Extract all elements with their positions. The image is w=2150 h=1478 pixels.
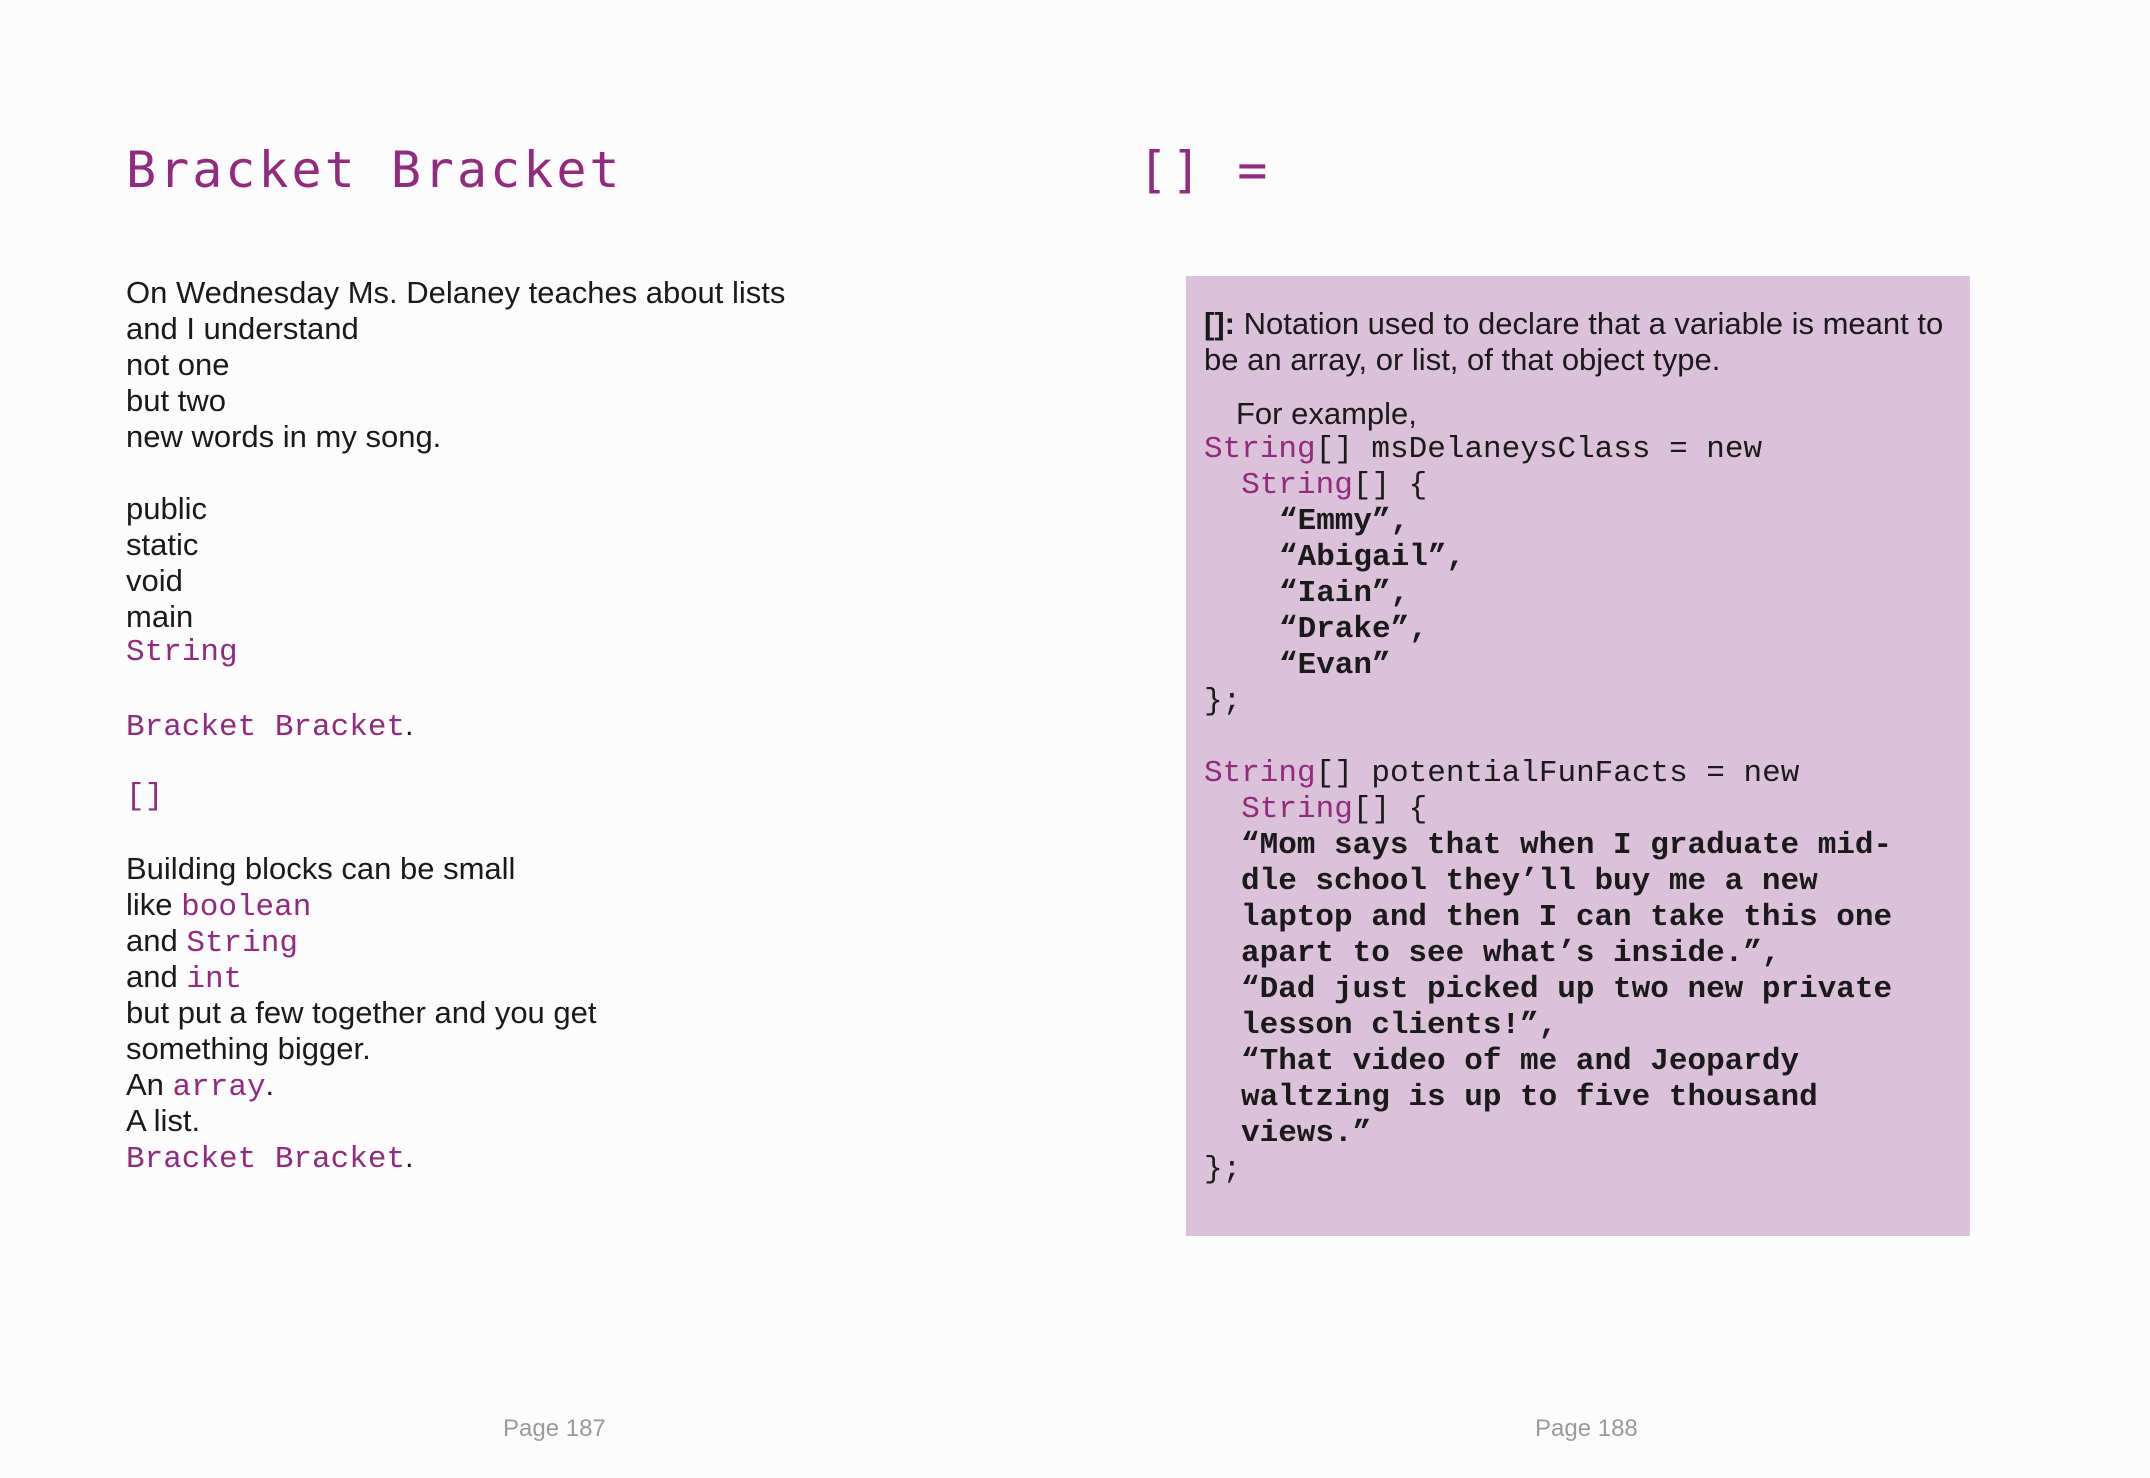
poem-line	[126, 959, 1026, 995]
punctuation: .	[265, 1067, 275, 1102]
code-type: String	[1241, 792, 1353, 827]
definition-box	[1186, 276, 1970, 1236]
poem-body	[126, 275, 1026, 1175]
code-line	[1204, 792, 1964, 828]
code-string: apart to see what’s inside.”,	[1241, 936, 1781, 971]
code-string: views.”	[1241, 1116, 1372, 1151]
poem-code-line: String	[126, 635, 238, 670]
code-type: String	[1241, 468, 1353, 503]
text: like	[126, 887, 182, 922]
poem-line: main	[126, 599, 194, 634]
code-string: “Emmy”,	[1279, 504, 1410, 539]
poem-line: but two	[126, 383, 226, 418]
page-number: Page 187	[503, 1415, 606, 1442]
poem-line: and I understand	[126, 311, 359, 346]
definition	[1204, 306, 1964, 378]
code-string: lesson clients!”,	[1241, 1008, 1558, 1043]
poem-line	[126, 1067, 1026, 1103]
code-word: boolean	[181, 890, 312, 925]
page-title: Bracket Bracket	[126, 141, 623, 199]
code-text: [] {	[1352, 792, 1428, 827]
code-string: “Drake”,	[1279, 612, 1428, 647]
code-string: “Iain”,	[1279, 576, 1410, 611]
page-number: Page 188	[1535, 1415, 1638, 1442]
poem-line: Building blocks can be small	[126, 851, 516, 886]
text: and	[126, 923, 187, 958]
poem-line: but put a few together and you get	[126, 995, 597, 1030]
poem-line: void	[126, 563, 183, 598]
text: An	[126, 1067, 173, 1102]
punctuation: .	[405, 707, 414, 742]
poem-line: something bigger.	[126, 1031, 371, 1066]
code-word: Bracket Bracket	[126, 1142, 406, 1177]
code-text: [] {	[1352, 468, 1428, 503]
code-string: “Dad just picked up two new private	[1241, 972, 1893, 1007]
code-string: “Abigail”,	[1279, 540, 1466, 575]
poem-line	[126, 887, 1026, 923]
poem-line: public	[126, 491, 207, 526]
code-string: laptop and then I can take this one	[1241, 900, 1893, 935]
poem-line	[126, 1139, 1026, 1175]
brackets-symbol: []	[126, 779, 164, 814]
code-type: String	[1204, 432, 1316, 467]
code-block	[1204, 432, 1964, 720]
definition-term: []:	[1204, 306, 1235, 341]
code-word: array	[172, 1070, 266, 1105]
code-line	[1204, 432, 1964, 468]
code-word: Bracket Bracket	[126, 710, 406, 745]
example-intro: For example,	[1236, 396, 1417, 431]
poem-line: static	[126, 527, 199, 562]
code-word: int	[186, 962, 243, 997]
poem-line: A list.	[126, 1103, 201, 1138]
code-line: };	[1204, 684, 1242, 719]
code-line	[1204, 468, 1964, 504]
poem-line	[126, 707, 1026, 743]
text: and	[126, 959, 187, 994]
code-line: };	[1204, 1152, 1242, 1187]
code-block	[1204, 756, 1964, 1188]
poem-line: On Wednesday Ms. Delaney teaches about lists	[126, 275, 786, 310]
code-string: “Mom says that when I graduate mid-	[1241, 828, 1893, 863]
code-string: “Evan”	[1279, 648, 1391, 683]
poem-line	[126, 923, 1026, 959]
definition-text: Notation used to declare that a variable is meant to be an array, or list, of that object type.	[1204, 306, 1944, 377]
code-word: String	[186, 926, 298, 961]
code-text: [] msDelaneysClass = new	[1315, 432, 1763, 467]
punctuation: .	[405, 1139, 414, 1174]
code-string: dle school they’ll buy me a new	[1241, 864, 1818, 899]
code-text: [] potentialFunFacts = new	[1315, 756, 1800, 791]
code-line	[1204, 756, 1964, 792]
code-string: “That video of me and Jeopardy	[1241, 1044, 1800, 1079]
poem-line: new words in my song.	[126, 419, 442, 454]
code-type: String	[1204, 756, 1316, 791]
page-title: [] =	[1138, 141, 1271, 199]
poem-line: not one	[126, 347, 230, 382]
code-string: waltzing is up to five thousand	[1241, 1080, 1818, 1115]
